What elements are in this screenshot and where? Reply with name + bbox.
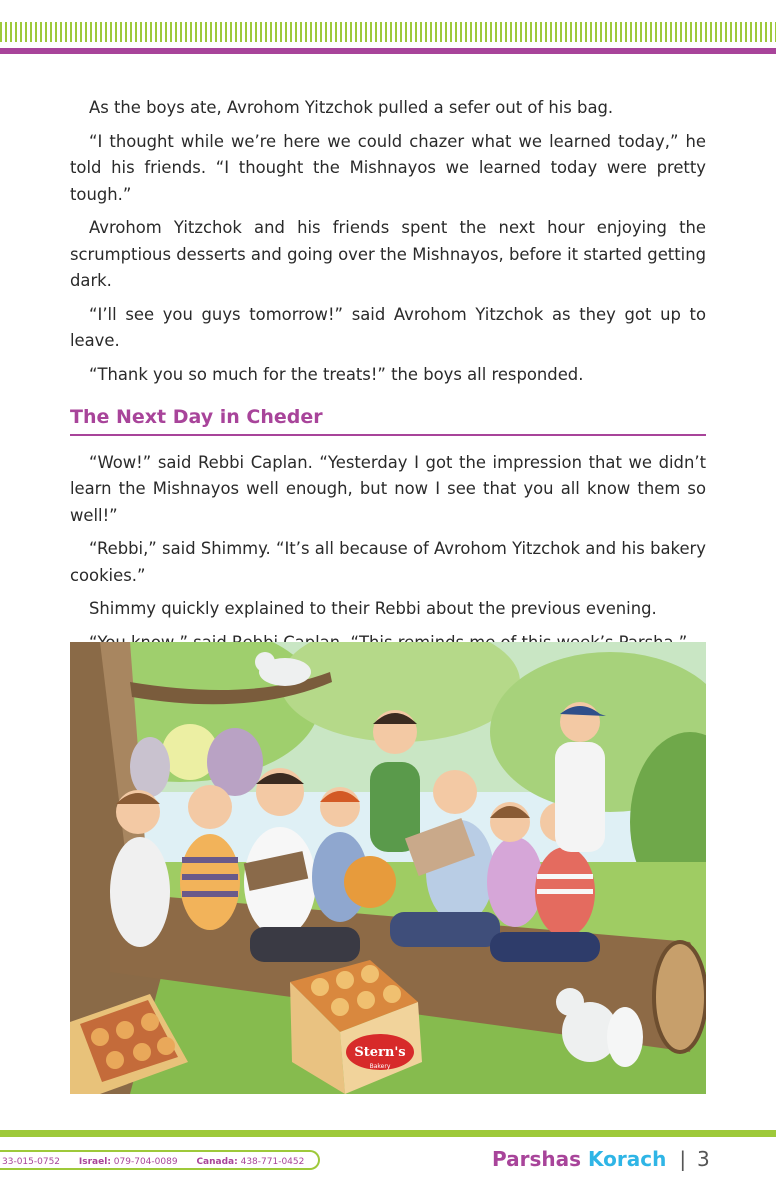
story-paragraph: “Wow!” said Rebbi Caplan. “Yesterday I got the impression that we didn’t learn the Mishnayos well enough, but now I see that you all know them so well!”	[70, 452, 706, 525]
canada-label: Canada:	[196, 1157, 238, 1167]
story-paragraph: Shimmy quickly explained to their Rebbi about the previous evening.	[89, 599, 657, 618]
israel-label: Israel:	[78, 1157, 111, 1167]
section-heading: The Next Day in Cheder	[70, 404, 706, 436]
story-paragraph: “I’ll see you guys tomorrow!” said Avrohom Yitzchok as they got up to leave.	[70, 304, 706, 350]
story-paragraph: Avrohom Yitzchok and his friends spent the next hour enjoying the scrumptious desserts and going over the Mishnayos, before it started getting dark.	[70, 218, 706, 290]
parsha-footer-title	[492, 1144, 710, 1174]
top-decorative-stripes	[0, 22, 776, 42]
top-purple-bar	[0, 48, 776, 54]
canada-phone: 438-771-0452	[240, 1157, 305, 1167]
story-paragraph: “I thought while we’re here we could chazer what we learned today,” he told his friends. “I thought the Mishnayos we learned today were pretty tough.”	[70, 131, 706, 204]
israel-phone: 079-704-0089	[113, 1157, 178, 1167]
story-paragraph: “Rebbi,” said Shimmy. “It’s all because of Avrohom Yitzchok and his bakery cookies.”	[70, 539, 706, 585]
story-paragraph: “Thank you so much for the treats!” the boys all responded.	[89, 364, 584, 384]
contact-info	[0, 1150, 320, 1170]
box-sub-label: Bakery	[369, 1063, 391, 1070]
parsha-name: Korach	[588, 1147, 667, 1171]
separator: |	[679, 1147, 687, 1171]
story-paragraph: As the boys ate, Avrohom Yitzchok pulled a sefer out of his bag.	[89, 98, 614, 117]
box-brand-label: Stern's	[354, 1045, 406, 1060]
parshas-label: Parshas	[492, 1147, 582, 1171]
page-number: 3	[697, 1147, 710, 1171]
footer-green-bar	[0, 1130, 776, 1137]
us-phone: 33-015-0752	[2, 1157, 61, 1167]
park-picnic-illustration	[70, 642, 706, 1094]
story-body	[70, 95, 706, 663]
